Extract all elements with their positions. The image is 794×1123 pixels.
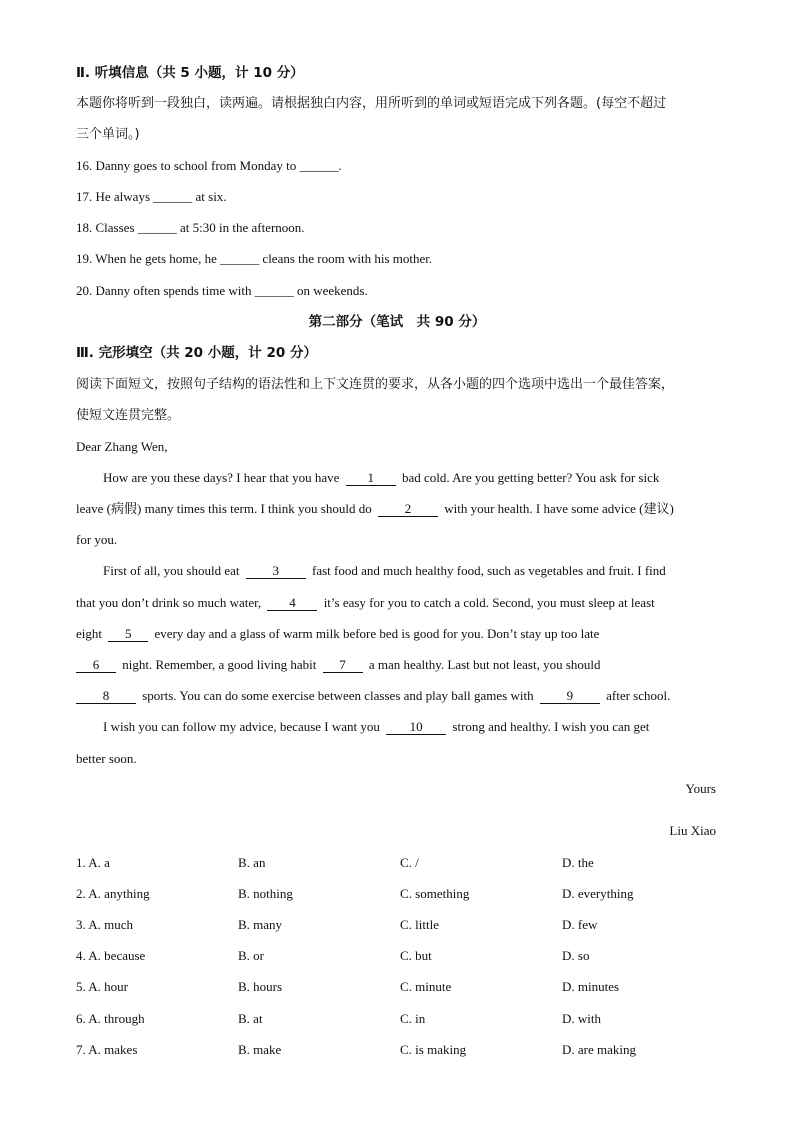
letter-line bbox=[103, 562, 666, 580]
option-3c: C. little bbox=[400, 917, 439, 932]
letter-line bbox=[76, 594, 655, 612]
option-6c: C. in bbox=[400, 1011, 426, 1026]
option-5a: 5. A. hour bbox=[76, 979, 128, 994]
option-3b: B. many bbox=[238, 917, 283, 932]
section3-instruction: 阅读下面短文，按照句子结构的语法性和上下文连贯的要求，从各小题的四个选项中选出一个最佳答案， bbox=[76, 377, 675, 392]
letter-line bbox=[76, 500, 674, 518]
option-5c: C. minute bbox=[400, 979, 452, 994]
section2-instruction: 本题你将听到一段独白，读两遍。请根据独白内容，用所听到的单词或短语完成下列各题。(每空不超过 bbox=[76, 96, 667, 111]
letter-line bbox=[76, 625, 599, 643]
section3-instruction-cont: 使短文连贯完整。 bbox=[76, 408, 181, 423]
blank-4: 4 bbox=[267, 595, 317, 611]
blank-3: 3 bbox=[246, 563, 306, 579]
option-6a: 6. A. through bbox=[76, 1011, 145, 1026]
option-1c: C. / bbox=[400, 855, 419, 870]
option-2b: B. nothing bbox=[238, 886, 293, 901]
letter-text: First of all, you should eat bbox=[103, 563, 240, 578]
option-1d: D. the bbox=[562, 855, 594, 870]
letter-signature: Liu Xiao bbox=[669, 823, 716, 838]
blank-10: 10 bbox=[386, 719, 446, 735]
letter-text: with your health. I have some advice (建议) bbox=[444, 501, 674, 516]
option-4c: C. but bbox=[400, 948, 432, 963]
letter-text: sports. You can do some exercise between classes and play ball games with bbox=[142, 688, 534, 703]
letter-text: a man healthy. Last but not least, you should bbox=[368, 657, 601, 672]
blank-5: 5 bbox=[108, 626, 148, 642]
option-6d: D. with bbox=[562, 1011, 601, 1026]
option-3a: 3. A. much bbox=[76, 917, 134, 932]
option-6b: B. at bbox=[238, 1011, 263, 1026]
question-17: 17. He always ______ at six. bbox=[76, 189, 227, 204]
letter-line bbox=[76, 656, 601, 674]
option-2d: D. everything bbox=[562, 886, 634, 901]
letter-text: strong and healthy. I wish you can get bbox=[452, 719, 650, 734]
letter-line bbox=[103, 469, 659, 487]
letter-salutation: Dear Zhang Wen, bbox=[76, 439, 168, 454]
letter-text: night. Remember, a good living habit bbox=[122, 657, 317, 672]
option-7a: 7. A. makes bbox=[76, 1042, 138, 1057]
option-7b: B. make bbox=[238, 1042, 282, 1057]
blank-1: 1 bbox=[346, 470, 396, 486]
question-16: 16. Danny goes to school from Monday to ______. bbox=[76, 158, 342, 173]
option-7c: C. is making bbox=[400, 1042, 467, 1057]
question-20: 20. Danny often spends time with ______ on weekends. bbox=[76, 283, 368, 298]
option-1b: B. an bbox=[238, 855, 266, 870]
letter-text: every day and a glass of warm milk before bed is good for you. Don’t stay up too late bbox=[154, 626, 600, 641]
part2-title: 第二部分（笔试 共 90 分） bbox=[308, 314, 486, 330]
letter-text: eight bbox=[76, 626, 102, 641]
option-1a: 1. A. a bbox=[76, 855, 110, 870]
option-3d: D. few bbox=[562, 917, 598, 932]
option-4b: B. or bbox=[238, 948, 264, 963]
letter-text: that you don’t drink so much water, bbox=[76, 595, 262, 610]
option-4a: 4. A. because bbox=[76, 948, 146, 963]
section3-heading: Ⅲ. 完形填空（共 20 小题，计 20 分） bbox=[76, 345, 317, 361]
option-2c: C. something bbox=[400, 886, 470, 901]
letter-text: for you. bbox=[76, 532, 118, 547]
letter-text: fast food and much healthy food, such as vegetables and fruit. I find bbox=[312, 563, 666, 578]
question-19: 19. When he gets home, he ______ cleans the room with his mother. bbox=[76, 251, 433, 266]
letter-text: better soon. bbox=[76, 751, 137, 766]
option-5d: D. minutes bbox=[562, 979, 620, 994]
letter-text: it’s easy for you to catch a cold. Second, you must sleep at least bbox=[323, 595, 655, 610]
option-7d: D. are making bbox=[562, 1042, 637, 1057]
blank-8: 8 bbox=[76, 688, 136, 704]
blank-2: 2 bbox=[378, 501, 438, 517]
letter-text: bad cold. Are you getting better? You ask for sick bbox=[401, 470, 660, 485]
option-5b: B. hours bbox=[238, 979, 283, 994]
letter-text: I wish you can follow my advice, because I want you bbox=[103, 719, 380, 734]
blank-9: 9 bbox=[540, 688, 600, 704]
letter-line bbox=[76, 687, 670, 705]
section2-instruction-cont: 三个单词。) bbox=[76, 127, 140, 142]
blank-7: 7 bbox=[323, 657, 363, 673]
blank-6: 6 bbox=[76, 657, 116, 673]
section2-heading: Ⅱ. 听填信息（共 5 小题，计 10 分） bbox=[76, 65, 304, 81]
option-2a: 2. A. anything bbox=[76, 886, 150, 901]
letter-text: How are you these days? I hear that you have bbox=[103, 470, 340, 485]
letter-text: leave (病假) many times this term. I think you should do bbox=[76, 501, 372, 516]
letter-line bbox=[103, 718, 649, 736]
option-4d: D. so bbox=[562, 948, 590, 963]
letter-text: after school. bbox=[606, 688, 671, 703]
letter-closing: Yours bbox=[685, 781, 716, 796]
question-18: 18. Classes ______ at 5:30 in the afternoon. bbox=[76, 220, 305, 235]
